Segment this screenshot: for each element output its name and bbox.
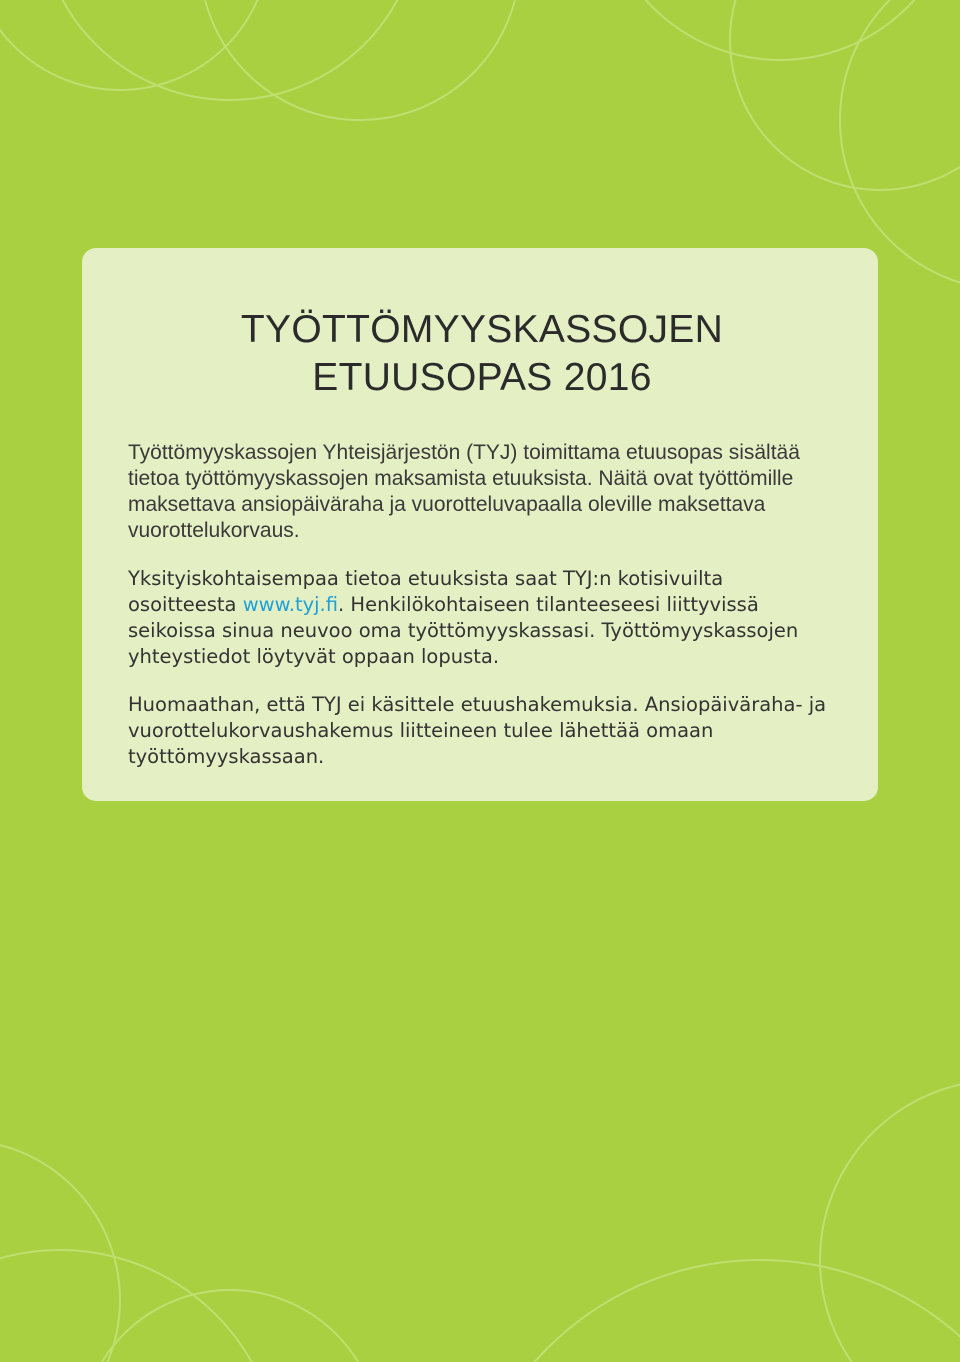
title-line-2: ETUUSOPAS 2016 <box>312 356 652 399</box>
info-paragraph <box>128 566 836 670</box>
notice-paragraph: Huomaathan, että TYJ ei käsittele etuushakemuksia. Ansiopäiväraha- ja vuorottelukorvaushakemus liitteineen tulee lähettää omaan työttömyyskassaan. <box>128 693 827 768</box>
info-text-before-link: Yksityiskohtaisempaa tietoa etuuksista saat TYJ:n kotisivuilta osoitteesta <box>128 567 724 616</box>
intro-card <box>82 248 878 801</box>
info-text-after-link: . Henkilökohtaiseen tilanteeseesi liittyvissä seikoissa sinua neuvoo oma työttömyyskassasi. Työttömyyskassojen yhteystiedot löytyvät oppaan lopusta. <box>128 593 799 668</box>
title-line-1: TYÖTTÖMYYSKASSOJEN <box>240 308 724 351</box>
intro-paragraph: Työttömyyskassojen Yhteisjärjestön (TYJ) toimittama etuusopas sisältää tietoa työttömyyskassojen maksamista etuuksista. Näitä ovat työttömille maksettava ansiopäiväraha ja vuorotteluvapaalla oleville maksettava vuorottelukorvaus. <box>128 441 800 542</box>
tyj-website-link[interactable]: www.tyj.fi <box>242 593 339 616</box>
page-title <box>128 306 836 402</box>
